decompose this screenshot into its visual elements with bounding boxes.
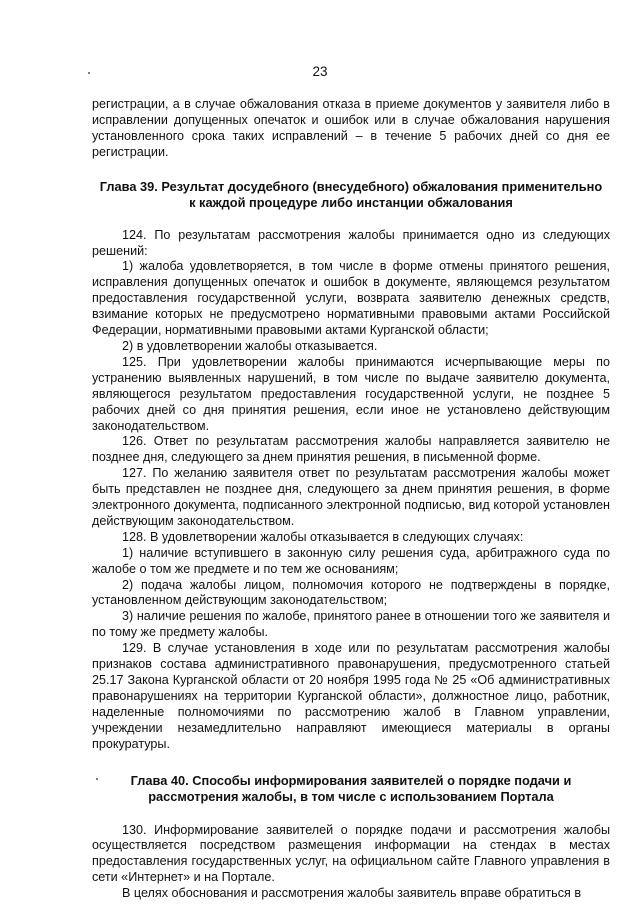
paragraph-127: 127. По желанию заявителя ответ по результатам рассмотрения жалобы может быть представлен не позднее дня, следующего за днем принятия решения, в форме электронного документа, подписанного электронной подписью, вид которой установлен действующим законодательством.	[92, 466, 610, 528]
paragraph-129: 129. В случае установления в ходе или по результатам рассмотрения жалобы признаков состава административного правонарушения, предусмотренного статьей 25.17 Закона Курганской области от 20 ноября 1995 года № 25 «Об административных правонарушениях на территории Курганской области», должностное лицо, работник, наделенные полномочиями по рассмотрению жалоб в Главном управлении, учреждении незамедлительно направляют имеющиеся материалы в органы прокуратуры.	[92, 641, 610, 751]
chapter-40-title: Глава 40. Способы информирования заявителей о порядке подачи и рассмотрения жалобы, в том числе с использованием Портала	[130, 772, 572, 804]
page-number: 23	[312, 64, 328, 79]
chapter-39-title: Глава 39. Результат досудебного (внесудебного) обжалования применительно к каждой процедуре либо инстанции обжалования	[99, 178, 603, 210]
paragraph-124-item-2: 2) в удовлетворении жалобы отказывается.	[122, 338, 378, 353]
paragraph-128-item-2: 2) подача жалобы лицом, полномочия которого не подтверждены в порядке, установленном действующим законодательством;	[92, 577, 610, 608]
document-body	[92, 97, 610, 902]
paragraph-130: 130. Информирование заявителей о порядке подачи и рассмотрения жалобы осуществляется посредством размещения информации на стендах в местах предоставления государственных услуг, на официальном сайте Главного управления в сети «Интернет» и на Портале.	[92, 822, 610, 885]
paragraph-124-item-1: 1) жалоба удовлетворяется, в том числе в форме отмены принятого решения, исправления допущенных опечаток и ошибок в документе, являющемся результатом предоставления государственной услуги, возврата заявителю денежных средств, взимание которых не предусмотрено нормативными правовыми актами Российской Федерации, нормативными правовыми актами Курганской области;	[92, 259, 610, 338]
paragraph-128-item-3: 3) наличие решения по жалобе, принятого ранее в отношении того же заявителя и по тому же предмету жалобы.	[92, 609, 610, 640]
paragraph-128-item-1: 1) наличие вступившего в законную силу решения суда, арбитражного суда по жалобе о том же предмете и по тем же основаниям;	[92, 545, 610, 576]
paragraph-124: 124. По результатам рассмотрения жалобы принимается одно из следующих решений:	[92, 227, 610, 258]
intro-paragraph: регистрации, а в случае обжалования отказа в приеме документов у заявителя либо в исправлении допущенных опечаток и ошибок или в случае обжалования нарушения установленного срока таких исправлений – в течение 5 рабочих дней со дня ее регистрации.	[92, 97, 610, 159]
paragraph-125: 125. При удовлетворении жалобы принимаются исчерпывающие меры по устранению выявленных нарушений, в том числе по выдаче заявителю документа, являющегося результатом предоставления государственной услуги, не позднее 5 рабочих дней со дня принятия решения, если иное не установлено действующим законодательством.	[92, 354, 610, 433]
paragraph-128: 128. В удовлетворении жалобы отказывается в следующих случаях:	[122, 529, 524, 544]
scan-speck	[88, 72, 90, 74]
paragraph-130-continuation: В целях обоснования и рассмотрения жалобы заявитель вправе обратиться в	[122, 886, 582, 901]
paragraph-126: 126. Ответ по результатам рассмотрения жалобы направляется заявителю не позднее дня, следующего за днем принятия решения, в письменной форме.	[92, 434, 610, 465]
